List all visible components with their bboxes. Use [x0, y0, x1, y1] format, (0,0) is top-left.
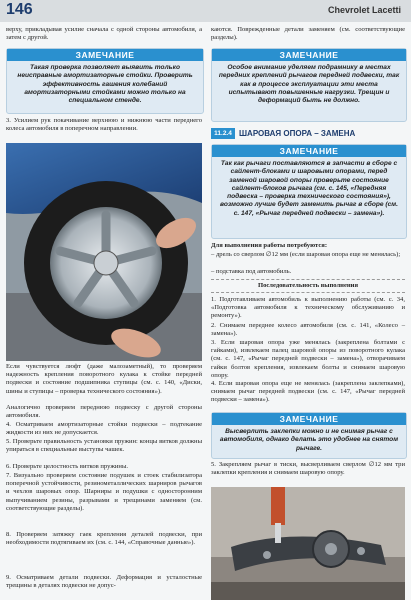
note-heading: ЗАМЕЧАНИЕ	[212, 413, 406, 425]
divider	[211, 279, 405, 280]
step-5-text: 5. Проверьте правильность установки пружин: концы витков должны упираться в специальные выступы чашек.	[6, 438, 202, 454]
page-header	[0, 0, 411, 22]
tool-drill: – дрель со сверлом ∅12 мм (если шаровая опора еще не менялась);	[211, 251, 401, 258]
book-title: Chevrolet Lacetti	[327, 5, 401, 15]
procedure-step-1: 1. Подготавливаем автомобиль к выполнению работы (см. с. 34, «Подготовка автомобиля к техническому обслуживанию и ремонту»).	[211, 296, 405, 320]
note-body: Особое внимание уделяем подрамнику в местах передних креплений рычагов передней подвески, так как в процессе эксплуатации эти места испытывают повышенные нагрузки. Трещин и деформаций быть не должно.	[218, 64, 400, 105]
step-3-text: 3. Усилием рук покачивание верхнюю и нижнюю части переднего колеса автомобиля в поперечном направлении.	[6, 117, 202, 133]
note-body: Так как рычаги поставляются в запчасти в сборе с сайлент-блоками и шаровыми опорами, перед заменой шаровой опоры проверьте состояние сайлент-блоков рычага (см. с. 145, «Передняя подвеска – проверка технического состояния»), возможно лучше будет заменить рычаг в сборе (см. с. 147, «Рычаг передней подвески – замена»).	[220, 160, 398, 217]
ball-joint-photo	[211, 487, 405, 600]
procedure-step-2: 2. Снимаем переднее колесо автомобиля (см. с. 141, «Колесо – замена»).	[211, 322, 405, 338]
note-heading: ЗАМЕЧАНИЕ	[212, 49, 406, 61]
note-body: Такая проверка позволяет выявить только неисправные амортизаторные стойки. Проверить эффективность гашения колебаний амортизаторными стойками можно только на специальном стенде.	[17, 64, 193, 105]
ball-joint-photo-image	[211, 487, 405, 600]
note-box-2	[211, 48, 407, 122]
wheel-photo-image	[6, 143, 202, 361]
procedure-step-3: 3. Если шаровая опора уже менялась (закреплена болтами с гайками), извлекаем палец шаровой опоры из поворотного кулака (см. с. 147, «Рычаг передней подвески – замена»), отворачиваем гайки болтов крепления, извлекаем болты и снимаем шаровую опору.	[211, 339, 405, 379]
section-code: 11.2.4	[211, 128, 235, 139]
tool-stand: – подставка под автомобиль.	[211, 268, 292, 275]
note-box-3	[211, 144, 407, 239]
procedure-step-4: 4. Если шаровая опора еще не менялась (закреплена заклепками), снимаем рычаг передней подвески (см. с. 147, «Рычаг передней подвески – замена»).	[211, 380, 405, 404]
step-6-text: 6. Проверьте целостность витков пружины.	[6, 463, 129, 470]
section-title: ШАРОВАЯ ОПОРА – ЗАМЕНА	[239, 129, 356, 138]
step-8-text: 8. Проверяем затяжку гаек крепления деталей подвески, при необходимости подтягиваем их (см. с. 144, «Справочные данные»).	[6, 531, 202, 547]
continued-text: каются. Поврежденные детали заменяем (см. соответствующие разделы).	[211, 26, 405, 42]
note-heading: ЗАМЕЧАНИЕ	[212, 145, 406, 157]
page-number: 146	[6, 1, 33, 18]
note-heading: ЗАМЕЧАНИЕ	[7, 49, 203, 61]
wheel-photo	[6, 143, 202, 361]
tools-title: Для выполнения работы потребуются:	[211, 242, 328, 249]
note-box-1	[6, 48, 204, 114]
step-9-text: 9. Осматриваем детали подвески. Деформация и усталостные трещины в деталях подвески не допус-	[6, 574, 202, 590]
intro-text: верху, прикладывая усилие сначала с одной стороны автомобиля, а затем с другой.	[6, 26, 202, 42]
step-7-text: 7. Визуально проверяем состояние подушек и стоек стабилизатора поперечной устойчивости, резинометаллических шарниров рычагов и чехлов шаровых опор. Шарниры и подушки с односторонним выпучиванием резины, разрывами и трещинами заменяем (см. соответствующие разделы).	[6, 472, 202, 512]
divider	[211, 292, 405, 293]
section-heading	[211, 128, 405, 139]
play-check-text: Если чувствуется люфт (даже малозаметный), то проверяем надежность крепления поворотного кулака к стойке передней подвески и состояние подшипника ступицы (см. с. 140, «Диски, шины и ступицы – проверка технического состояния»).	[6, 363, 202, 395]
analog-text: Аналогично проверяем переднюю подвеску с другой стороны автомобиля.	[6, 404, 202, 420]
procedure-step-5: 5. Закрепляем рычаг в тиски, высверливаем сверлом ∅12 мм три заклепки крепления и снимаем шаровую опору.	[211, 461, 405, 477]
note-box-4	[211, 412, 407, 459]
sequence-title: Последовательность выполнения	[257, 282, 359, 289]
note-body: Высверлить заклепки можно и не снимая рычаг с автомобиля, однако делать это удобнее на снятом рычаге.	[219, 428, 399, 452]
step-4-text: 4. Осматриваем амортизаторные стойки подвески – подтекание жидкости из них не допускается.	[6, 421, 202, 437]
